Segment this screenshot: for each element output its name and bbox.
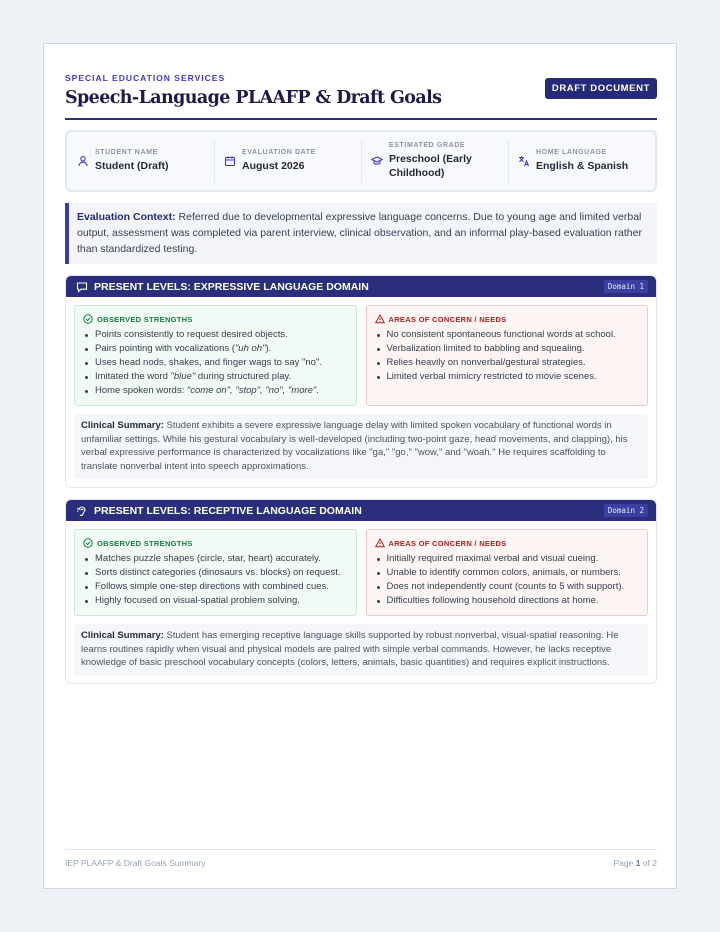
list-item: [83, 370, 348, 384]
ear-icon: [76, 505, 88, 517]
page-total: of 2: [642, 858, 657, 868]
item-text: Points consistently to request desired objects.: [95, 329, 288, 340]
expressive-language-section: [65, 275, 657, 488]
list-item: [83, 342, 348, 356]
document-page: [43, 43, 677, 889]
speech-bubble-icon: [76, 281, 88, 293]
check-circle-icon: [83, 538, 93, 548]
strengths-heading: [83, 538, 348, 548]
list-item: Sorts distinct categories (dinosaurs vs. blocks) on request.: [83, 566, 348, 580]
context-label: Evaluation Context:: [77, 211, 176, 223]
footer-title: IEP PLAAFP & Draft Goals Summary: [65, 858, 206, 868]
page-number: [613, 858, 657, 868]
warning-triangle-icon: [375, 538, 385, 548]
strengths-title: OBSERVED STRENGTHS: [97, 314, 193, 324]
warning-triangle-icon: [375, 314, 385, 324]
check-circle-icon: [83, 314, 93, 324]
info-label: HOME LANGUAGE: [536, 149, 607, 156]
page-current: 1: [635, 858, 641, 868]
strengths-title: OBSERVED STRENGTHS: [97, 538, 193, 548]
strengths-box: [74, 529, 357, 616]
info-label: EVALUATION DATE: [242, 149, 316, 156]
info-estimated-grade: [361, 132, 508, 190]
section-header: [66, 276, 656, 297]
summary-text: Student exhibits a severe expressive language delay with limited spoken vocabulary of functional words in unfamiliar settings. While his gestural vocabulary is well-developed (including two-point gaze, head movements, and clapping), his verbal expressive performance is characterized by vocalizations like "ga," "go," "wow," and "woah." He requires scaffolding to translate nonverbal intent into speech approximations.: [81, 420, 628, 472]
list-item: Verbalization limited to babbling and squealing.: [375, 342, 640, 356]
list-item: Difficulties following household directions at home.: [375, 594, 640, 608]
list-item: Relies heavily on nonverbal/gestural strategies.: [375, 356, 640, 370]
list-item: No consistent spontaneous functional words at school.: [375, 328, 640, 342]
info-value: Student (Draft): [95, 160, 169, 172]
strengths-list: [83, 328, 348, 398]
user-icon: [77, 155, 89, 167]
summary-label: Clinical Summary:: [81, 630, 164, 641]
concerns-list: [375, 328, 640, 384]
item-text: .: [316, 385, 319, 396]
info-home-language: [508, 132, 655, 190]
list-item: [83, 384, 348, 398]
info-student-name: [67, 132, 214, 190]
item-quote: "uh oh": [234, 343, 266, 354]
list-item: [83, 356, 348, 370]
list-item: Does not independently count (counts to 5 with support).: [375, 580, 640, 594]
strengths-box: [74, 305, 357, 406]
clinical-summary: [74, 414, 648, 479]
item-text: Home spoken words:: [95, 385, 187, 396]
info-value: August 2026: [242, 160, 305, 172]
section-title: PRESENT LEVELS: RECEPTIVE LANGUAGE DOMAIN: [94, 504, 362, 517]
page-title: Speech-Language PLAAFP & Draft Goals: [65, 88, 442, 108]
item-quote: "blue": [170, 371, 196, 382]
strengths-list: [83, 552, 348, 608]
item-text: Imitated the word: [95, 371, 171, 382]
calendar-icon: [224, 155, 236, 167]
concerns-heading: [375, 314, 640, 324]
domain-tag: Domain 2: [604, 504, 648, 517]
concerns-heading: [375, 538, 640, 548]
list-item: Highly focused on visual-spatial problem solving.: [83, 594, 348, 608]
list-item: Limited verbal mimicry restricted to movie scenes.: [375, 370, 640, 384]
section-header: [66, 500, 656, 521]
clinical-summary: [74, 624, 648, 676]
list-item: Unable to identify common colors, animals, or numbers.: [375, 566, 640, 580]
concerns-list: [375, 552, 640, 608]
title-divider: [65, 118, 657, 120]
info-value: Preschool (Early Childhood): [389, 153, 472, 179]
info-label: STUDENT NAME: [95, 149, 158, 156]
evaluation-context: [65, 203, 657, 264]
list-item: [83, 328, 348, 342]
student-info-card: [65, 130, 657, 192]
strengths-heading: [83, 314, 348, 324]
graduation-cap-icon: [371, 155, 383, 167]
info-evaluation-date: [214, 132, 361, 190]
list-item: Follows simple one-step directions with combined cues.: [83, 580, 348, 594]
draft-badge: DRAFT DOCUMENT: [545, 78, 657, 99]
domain-tag: Domain 1: [604, 280, 648, 293]
summary-text: Student has emerging receptive language skills supported by robust nonverbal, visual-spatial reasoning. He learns routines rapidly when visual and physical models are paired with simple verbal commands. However, he lacks receptive knowledge of basic preschool vocabulary concepts (colors, letters, animals, basic quantities) and requires explicit instructions.: [81, 630, 619, 668]
concerns-title: AREAS OF CONCERN / NEEDS: [388, 538, 507, 548]
list-item: Matches puzzle shapes (circle, star, heart) accurately.: [83, 552, 348, 566]
item-text: during structured play.: [195, 371, 292, 382]
receptive-language-section: [65, 499, 657, 684]
translate-icon: [518, 155, 530, 167]
summary-label: Clinical Summary:: [81, 420, 164, 431]
item-text: Pairs pointing with vocalizations (: [95, 343, 235, 354]
concerns-title: AREAS OF CONCERN / NEEDS: [388, 314, 507, 324]
concerns-box: [366, 305, 649, 406]
concerns-box: [366, 529, 649, 616]
item-text: Uses head nods, shakes, and finger wags to say "no".: [95, 357, 322, 368]
info-label: ESTIMATED GRADE: [389, 142, 466, 149]
item-quote: "come on", "stop", "no", "more": [186, 385, 317, 396]
section-title: PRESENT LEVELS: EXPRESSIVE LANGUAGE DOMAIN: [94, 280, 369, 293]
info-value: English & Spanish: [536, 160, 629, 172]
eyebrow: SPECIAL EDUCATION SERVICES: [65, 73, 226, 83]
list-item: Initially required maximal verbal and visual cueing.: [375, 552, 640, 566]
item-text: ).: [265, 343, 272, 354]
page-word: Page: [613, 858, 634, 868]
context-text: Referred due to developmental expressive language concerns. Due to young age and limited verbal output, assessment was completed via parent interview, clinical observation, and an informal play-based evaluation rather than standardized testing.: [77, 211, 642, 255]
footer-divider: [65, 849, 657, 850]
